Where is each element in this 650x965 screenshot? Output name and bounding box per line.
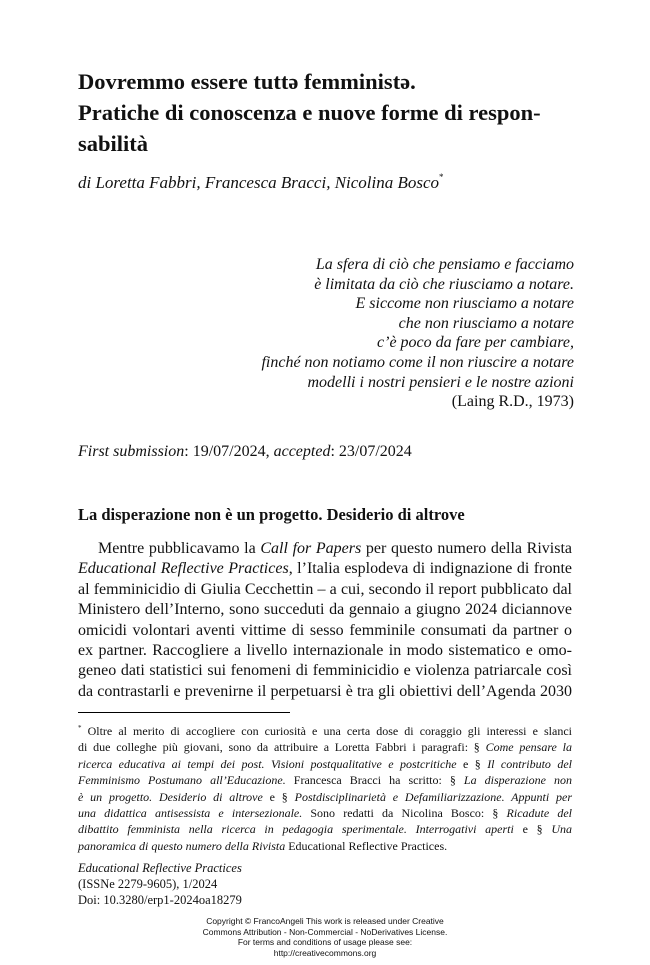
accepted-date: 23/07/2024 xyxy=(338,443,412,460)
body-line: geneo dati statistici sui fenomeni di femminicidio e violenza patriarcale così xyxy=(78,662,572,680)
body-line: Mentre pubblicavamo la Call for Papers per questo numero della Rivista xyxy=(98,540,573,557)
footnote-line: dibattito femminista nella ricerca in pedagogia sperimentale. Interrogativi aperti e § Una xyxy=(78,822,573,837)
epigraph-line: è limitata da ciò che riusciamo a notare. xyxy=(314,275,574,293)
footnote-line: panoramica di questo numero della Rivista Educational Reflective Practices. xyxy=(78,838,448,853)
author-names: di Loretta Fabbri, Francesca Bracci, Nicolina Bosco xyxy=(78,173,440,192)
author-footnote-marker[interactable]: * xyxy=(439,172,444,182)
journal-issn: (ISSNe 2279-9605), 1/2024 xyxy=(78,877,218,891)
epigraph-line: modelli i nostri pensieri e le nostre azioni xyxy=(307,373,574,391)
body-line: da contrastarli e prevenirne il perpetuarsi è tra gli obiettivi dell’Agenda 2030 xyxy=(78,682,572,700)
section-heading: La disperazione non è un progetto. Desiderio di altrove xyxy=(78,505,465,524)
footnote-marker: * xyxy=(78,724,82,732)
title-line-2: Pratiche di conoscenza e nuove forme di respon- xyxy=(78,100,541,125)
author-line xyxy=(78,172,444,193)
journal-info xyxy=(78,860,242,908)
footnote-line: Femminismo Postumano all’Educazione. Francesca Bracci ha scritto: § La disperazione non xyxy=(78,773,572,788)
body-line: Educational Reflective Practices, l’Italia esplodeva di indignazione di fronte xyxy=(78,560,572,578)
accepted-label: accepted xyxy=(273,443,331,460)
footnote-line: una didattica antisessista e intersezionale. Sono redatti da Nicolina Bosco: § Ricadute del xyxy=(78,806,573,821)
epigraph-line: che non riusciamo a notare xyxy=(398,314,574,332)
submission-dates: First submission: 19/07/2024, accepted: 23/07/2024 xyxy=(78,443,412,460)
first-submission-date: 19/07/2024 xyxy=(192,443,266,460)
body-line: Ministero dell’Interno, sono succeduti da gennaio a giugno 2024 diciannove xyxy=(78,601,572,619)
copyright-line: Commons Attribution - Non-Commercial - NoDerivatives License. xyxy=(202,926,448,937)
article-title xyxy=(78,66,578,159)
epigraph-line: E siccome non riusciamo a notare xyxy=(355,295,574,313)
title-line-1: Dovremmo essere tuttə femministə. xyxy=(78,69,416,94)
copyright-line: For terms and conditions of usage please see: xyxy=(237,937,413,948)
copyright-notice xyxy=(0,916,650,958)
body-line: ex partner. Raccogliere a livello internazionale in modo sistematico e omo- xyxy=(78,642,572,660)
copyright-line: Copyright © FrancoAngeli This work is released under Creative xyxy=(206,916,444,926)
footnote-line: * Oltre al merito di accogliere con curiosità e una certa dose di coraggio gli interessi e slanci xyxy=(78,724,572,738)
journal-name: Educational Reflective Practices xyxy=(78,861,242,875)
body-line: al femminicidio di Giulia Cecchettin – a cui, secondo il report pubblicato dal xyxy=(78,580,572,598)
epigraph-line: La sfera di ciò che pensiamo e facciamo xyxy=(315,256,574,273)
creative-commons-link[interactable]: http://creativecommons.org xyxy=(273,947,377,958)
journal-doi[interactable]: Doi: 10.3280/erp1-2024oa18279 xyxy=(78,893,242,907)
body-line: omicidi volontari aventi vittime di sesso femminile consumati da partner o xyxy=(78,621,572,639)
footnote-line: di due colleghe più giovani, sono da attribuire a Loretta Fabbri i paragrafi: § Come pensare la xyxy=(78,740,572,755)
footnote-line: è un progetto. Desiderio di altrove e § Postdisciplinarietà e Defamiliarizzazione. Appunti per xyxy=(78,789,572,804)
journal-citation xyxy=(78,860,242,892)
footnote xyxy=(78,720,572,854)
footnote-line: ricerca educativa ai tempi dei post. Visioni postqualitative e postcritiche e § Il contributo del xyxy=(78,756,572,771)
epigraph-source: (Laing R.D., 1973) xyxy=(451,393,574,411)
footnote-divider xyxy=(78,712,290,713)
first-submission-label: First submission xyxy=(78,443,185,460)
epigraph-line: finché non notiamo come il non riuscire a notare xyxy=(261,353,574,371)
epigraph xyxy=(154,255,574,412)
epigraph-line: c’è poco da fare per cambiare, xyxy=(377,334,574,352)
title-line-3: sabilità xyxy=(78,131,149,156)
body-paragraph xyxy=(78,539,572,702)
